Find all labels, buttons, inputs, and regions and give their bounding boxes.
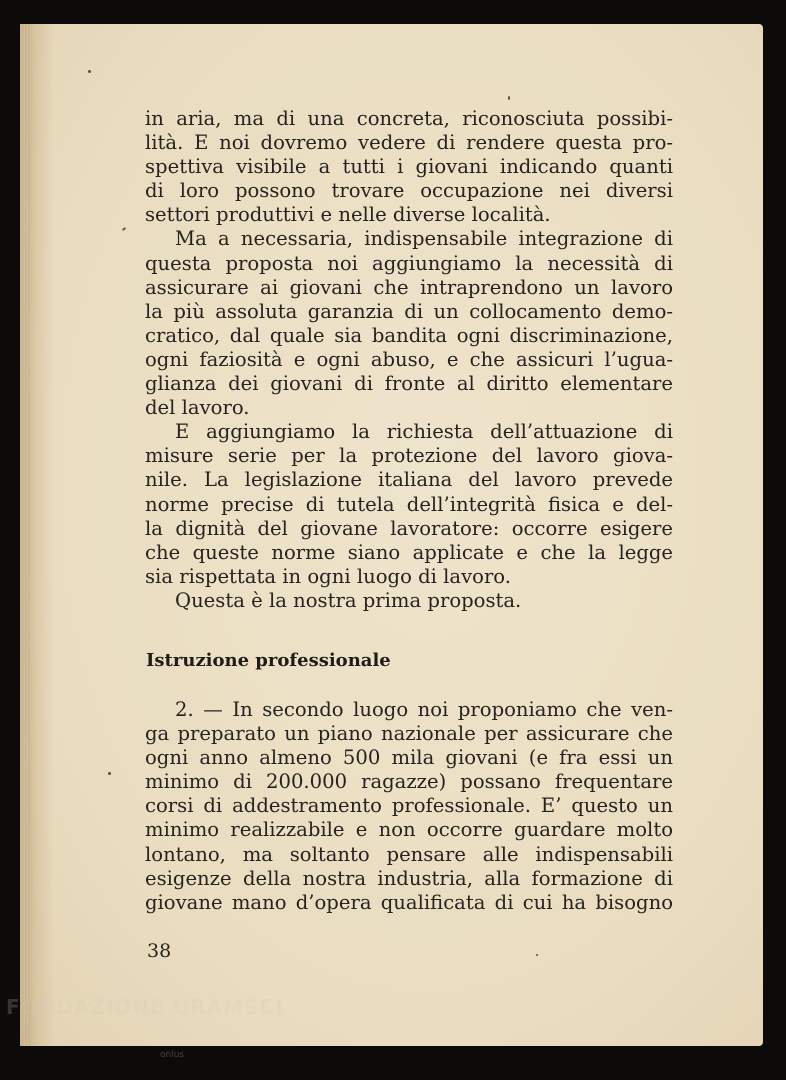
text-line: che queste norme siano applicate e che la legge (145, 540, 673, 564)
text-line: del lavoro. (145, 396, 250, 420)
text-line: assicurare ai giovani che intraprendono un lavoro (145, 275, 673, 299)
body-text-top (145, 107, 673, 613)
paper-speck (536, 954, 538, 956)
text-line: nile. La legislazione italiana del lavoro prevede (145, 468, 673, 492)
text-line: cratico, dal quale sia bandita ogni discriminazione, (145, 323, 673, 347)
watermark-logo: FONDAZIONE GRAMSCI (6, 995, 284, 1019)
text-line: in aria, ma di una concreta, riconosciuta possibi- (145, 107, 673, 130)
page-number: 38 (147, 940, 172, 962)
text-line: la dignità del giovane lavoratore: occorre esigere (145, 516, 673, 540)
text-line: 2. — In secondo luogo noi proponiamo che ven- (175, 698, 673, 721)
text-line: lontano, ma soltanto pensare alle indispensabili (145, 842, 673, 866)
text-line: lità. E noi dovremo vedere di rendere questa pro- (145, 131, 673, 155)
text-line: di loro possono trovare occupazione nei diversi (145, 179, 673, 203)
text-line: Ma a necessaria, indispensabile integrazione di (175, 227, 673, 251)
body-text-section (145, 698, 673, 915)
section-heading: Istruzione professionale (146, 650, 391, 671)
text-line: la più assoluta garanzia di un collocamento demo- (145, 299, 673, 323)
paper-speck (88, 70, 91, 73)
watermark-subtext: onlus (160, 1050, 185, 1060)
text-line: esigenze della nostra industria, alla formazione di (145, 866, 673, 890)
text-line: minimo di 200.000 ragazze) possano frequentare (145, 770, 673, 794)
text-line: giovane mano d’opera qualificata di cui ha bisogno (145, 890, 673, 914)
text-line: ga preparato un piano nazionale per assicurare che (145, 722, 673, 746)
text-line: misure serie per la protezione del lavoro giova- (145, 444, 673, 468)
text-line: glianza dei giovani di fronte al diritto elementare (145, 372, 673, 396)
text-line: questa proposta noi aggiungiamo la necessità di (145, 251, 673, 275)
text-line: ogni anno almeno 500 mila giovani (e fra essi un (145, 746, 673, 770)
text-line: sia rispettata in ogni luogo di lavoro. (145, 564, 511, 588)
page-edge-shadow (20, 24, 30, 1046)
paper-speck (108, 772, 111, 775)
paper-speck (508, 96, 510, 100)
text-line: corsi di addestramento professionale. E’ questo un (145, 794, 673, 818)
text-line: spettiva visibile a tutti i giovani indicando quanti (145, 155, 673, 179)
text-line: Questa è la nostra prima proposta. (175, 588, 522, 612)
text-line: settori produttivi e nelle diverse località. (145, 203, 551, 227)
text-line: minimo realizzabile e non occorre guardare molto (145, 818, 673, 842)
text-line: E aggiungiamo la richiesta dell’attuazione di (175, 420, 673, 444)
text-line: norme precise di tutela dell’integrità fisica e del- (145, 492, 673, 516)
text-line: ogni faziosità e ogni abuso, e che assicuri l’ugua- (145, 347, 673, 371)
